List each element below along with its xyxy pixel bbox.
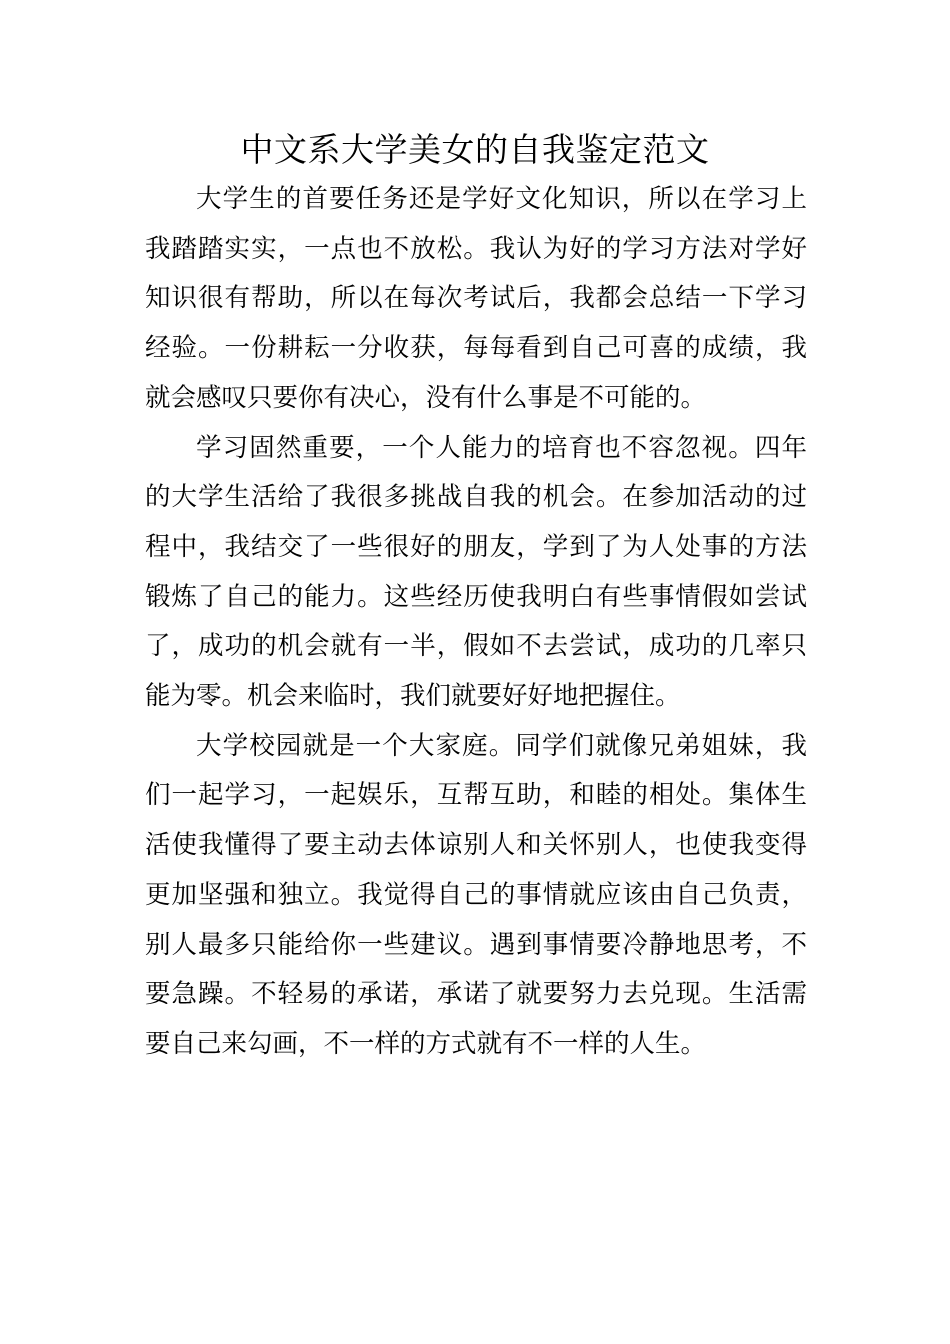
document-body [145, 175, 807, 1070]
paragraph-1: 大学生的首要任务还是学好文化知识，所以在学习上我踏踏实实，一点也不放松。我认为好的学习方法对学好知识很有帮助，所以在每次考试后，我都会总结一下学习经验。一份耕耘一分收获，每每看到自己可喜的成绩，我就会感叹只要你有决心，没有什么事是不可能的。 [145, 184, 807, 413]
paragraph-3: 大学校园就是一个大家庭。同学们就像兄弟姐妹，我们一起学习，一起娱乐，互帮互助，和睦的相处。集体生活使我懂得了要主动去体谅别人和关怀别人，也使我变得更加坚强和独立。我觉得自己的事情就应该由自己负责，别人最多只能给你一些建议。遇到事情要冷静地思考，不要急躁。不轻易的承诺，承诺了就要努力去兑现。生活需要自己来勾画，不一样的方式就有不一样的人生。 [145, 730, 807, 1059]
paragraph-2: 学习固然重要，一个人能力的培育也不容忽视。四年的大学生活给了我很多挑战自我的机会。在参加活动的过程中，我结交了一些很好的朋友，学到了为人处事的方法锻炼了自己的能力。这些经历使我明白有些事情假如尝试了，成功的机会就有一半，假如不去尝试，成功的几率只能为零。机会来临时，我们就要好好地把握住。 [145, 432, 807, 712]
document-title: 中文系大学美女的自我鉴定范文 [240, 130, 710, 169]
